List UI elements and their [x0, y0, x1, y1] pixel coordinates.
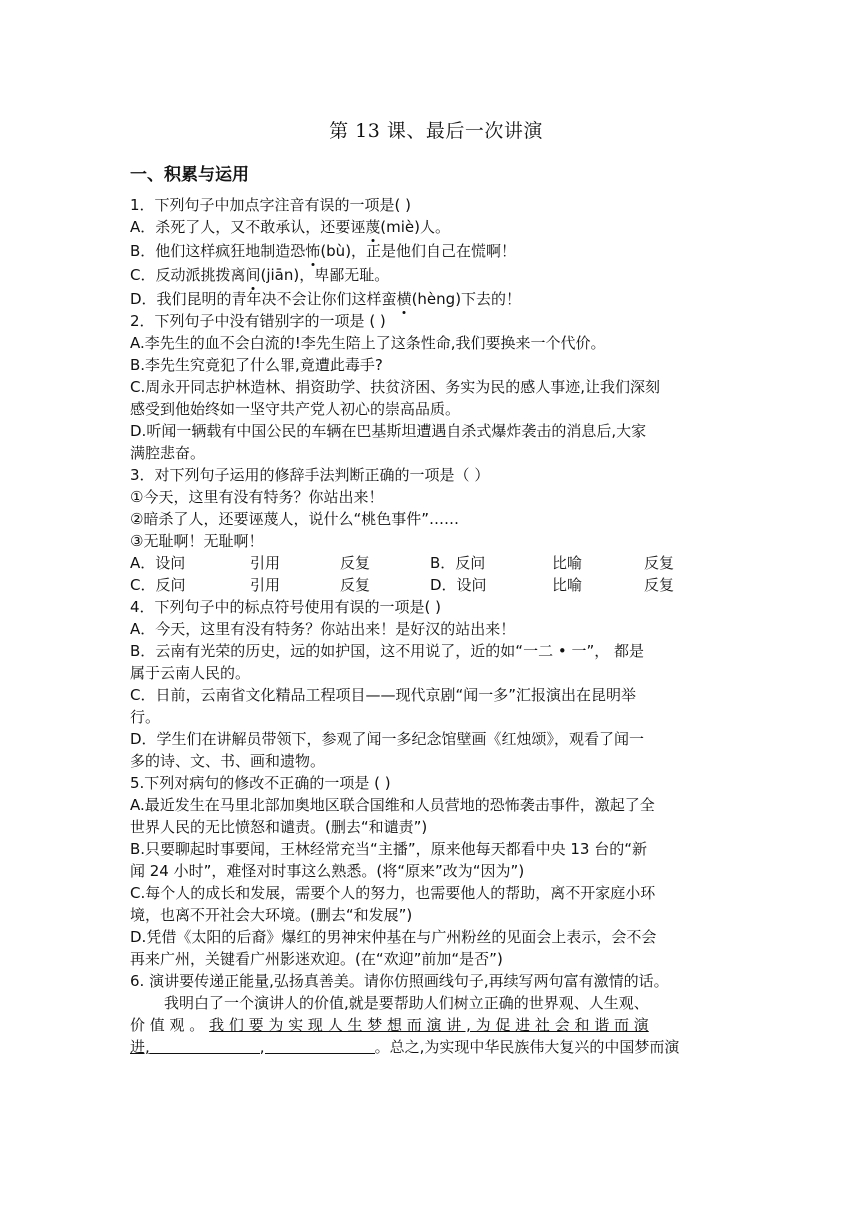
q5-stem: 5.下列对病句的修改不正确的一项是 ( ) [130, 774, 391, 792]
q4-option-c: C．日前，云南省文化精品工程项目——现代京剧“闻一多”汇报演出在昆明举 [130, 686, 637, 704]
dotted-char: 间 [245, 266, 261, 284]
q6-paragraph-line-3 [130, 1036, 742, 1058]
q6-underlined-end: 进, [130, 1038, 150, 1056]
q2-option-b: B.李先生究竟犯了什么罪,竟遭此毒手? [130, 356, 383, 374]
q2-stem: 2．下列句子中没有错别字的一项是 ( ) [130, 312, 386, 330]
q5-option-d: D.凭借《太阳的后裔》爆红的男神宋仲基在与广州粉丝的见面会上表示，会不会 [130, 928, 657, 946]
q3-opt-b: B．反问 [430, 554, 486, 572]
q3-opt-c-3: 反复 [340, 576, 371, 594]
dotted-char: 横 [396, 290, 412, 308]
q6-underlined-sentence: 我 们 要 为 实 现 人 生 梦 想 而 演 讲 , 为 促 进 社 会 和 谐 而 演 [209, 1016, 649, 1034]
q5-option-c: C.每个人的成长和发展，需要个人的努力，也需要他人的帮助，离不开家庭小环 [130, 884, 656, 902]
q1-option-c: C．反动派挑拨离间(jiān)，卑鄙无耻。 [130, 266, 390, 284]
q4-option-b-cont: 属于云南人民的。 [130, 664, 251, 682]
answer-blank-1[interactable] [150, 1037, 260, 1054]
q1-option-a: A．杀死了人，又不敢承认，还要诬蔑(miè)人。 [130, 218, 450, 236]
q5-option-d-cont: 再来广州，关键看广州影迷欢迎。(在“欢迎”前加“是否”) [130, 950, 503, 968]
q4-option-d: D．学生们在讲解员带领下，参观了闻一多纪念馆壁画《红烛颂》，观看了闻一 [130, 730, 645, 748]
q3-opt-b-3: 反复 [644, 554, 675, 572]
q2-option-d: D.听闻一辆载有中国公民的车辆在巴基斯坦遭遇自杀式爆炸袭击的消息后,大家 [130, 422, 647, 440]
q4-option-b: B．云南有光荣的历史，远的如护国，这不用说了，近的如“一二 • 一”， 都是 [130, 642, 644, 660]
q4-option-a: A．今天，这里有没有特务？你站出来！是好汉的站出来！ [130, 620, 516, 638]
q3-sentence-1: ①今天，这里有没有特务？你站出来！ [130, 488, 384, 506]
answer-blank-2[interactable] [265, 1037, 375, 1054]
q3-opt-c: C．反问 [130, 576, 186, 594]
q3-options-row-2 [130, 574, 742, 596]
q3-sentence-3: ③无耻啊！无耻啊！ [130, 532, 264, 550]
q3-opt-a: A．设问 [130, 554, 186, 572]
q2-option-a: A.李先生的血不会白流的!李先生陪上了这条性命,我们要换来一个代价。 [130, 334, 606, 352]
q6-stem: 6. 演讲要传递正能量,弘扬真善美。请你仿照画线句子,再续写两句富有激情的话。 [130, 972, 669, 990]
dotted-char: 蔑 [365, 218, 381, 236]
q4-option-c-cont: 行。 [130, 708, 161, 726]
q5-option-b: B.只要聊起时事要闻，王林经常充当“主播”，原来他每天都看中央 13 台的“新 [130, 840, 647, 858]
q3-opt-a-3: 反复 [340, 554, 371, 572]
q1-option-b: B．他们这样疯狂地制造恐怖(bù)，正是他们自己在慌啊！ [130, 242, 517, 260]
q3-opt-d-2: 比喻 [552, 576, 583, 594]
q3-stem: 3．对下列句子运用的修辞手法判断正确的一项是（ ） [130, 466, 490, 484]
q3-options-row-1 [130, 552, 742, 574]
q1-stem: 1．下列句子中加点字注音有误的一项是( ) [130, 196, 412, 214]
q4-stem: 4．下列句子中的标点符号使用有误的一项是( ) [130, 598, 442, 616]
q3-sentence-2: ②暗杀了人，还要诬蔑人，说什么“桃色事件”…… [130, 510, 459, 528]
dotted-char: 怖 [305, 242, 321, 260]
q2-option-d-cont: 满腔悲奋。 [130, 444, 206, 462]
q4-option-d-cont: 多的诗、文、书、画和遗物。 [130, 752, 326, 770]
q3-opt-b-2: 比喻 [552, 554, 583, 572]
q6-comma: , [259, 1038, 265, 1056]
q3-opt-a-2: 引用 [250, 554, 281, 572]
q5-option-a: A.最近发生在马里北部加奥地区联合国维和人员营地的恐怖袭击事件，激起了全 [130, 796, 655, 814]
q6-paragraph-line-2 [130, 1014, 742, 1036]
q2-option-c: C.周永开同志护林造林、捐资助学、扶贫济困、务实为民的感人事迹,让我们深刻 [130, 378, 661, 396]
q6-text: 价 值 观 。 [130, 1016, 205, 1034]
q5-option-c-cont: 境，也离不开社会大环境。(删去“和发展”) [130, 906, 413, 924]
q2-option-c-cont: 感受到他始终如一坚守共产党人初心的崇高品质。 [130, 400, 461, 418]
q3-opt-d-3: 反复 [644, 576, 675, 594]
q3-opt-d: D．设问 [430, 576, 487, 594]
question-list [130, 194, 742, 1058]
q5-option-b-cont: 闻 24 小时”，难怪对时事这么熟悉。(将“原来”改为“因为”) [130, 862, 525, 880]
q5-option-a-cont: 世界人民的无比愤怒和谴责。(删去“和谴责”) [130, 818, 428, 836]
q3-opt-c-2: 引用 [250, 576, 281, 594]
q6-text-end: 。总之,为实现中华民族伟大复兴的中国梦而演 [374, 1038, 680, 1056]
section-heading: 一、积累与运用 [130, 165, 249, 185]
page-title: 第 13 课、最后一次讲演 [329, 120, 543, 142]
q6-paragraph-line-1: 我明白了一个演讲人的价值,就是要帮助人们树立正确的世界观、人生观、 [164, 994, 649, 1012]
q1-option-d: D．我们昆明的青年决不会让你们这样蛮横(hèng)下去的！ [130, 290, 522, 308]
